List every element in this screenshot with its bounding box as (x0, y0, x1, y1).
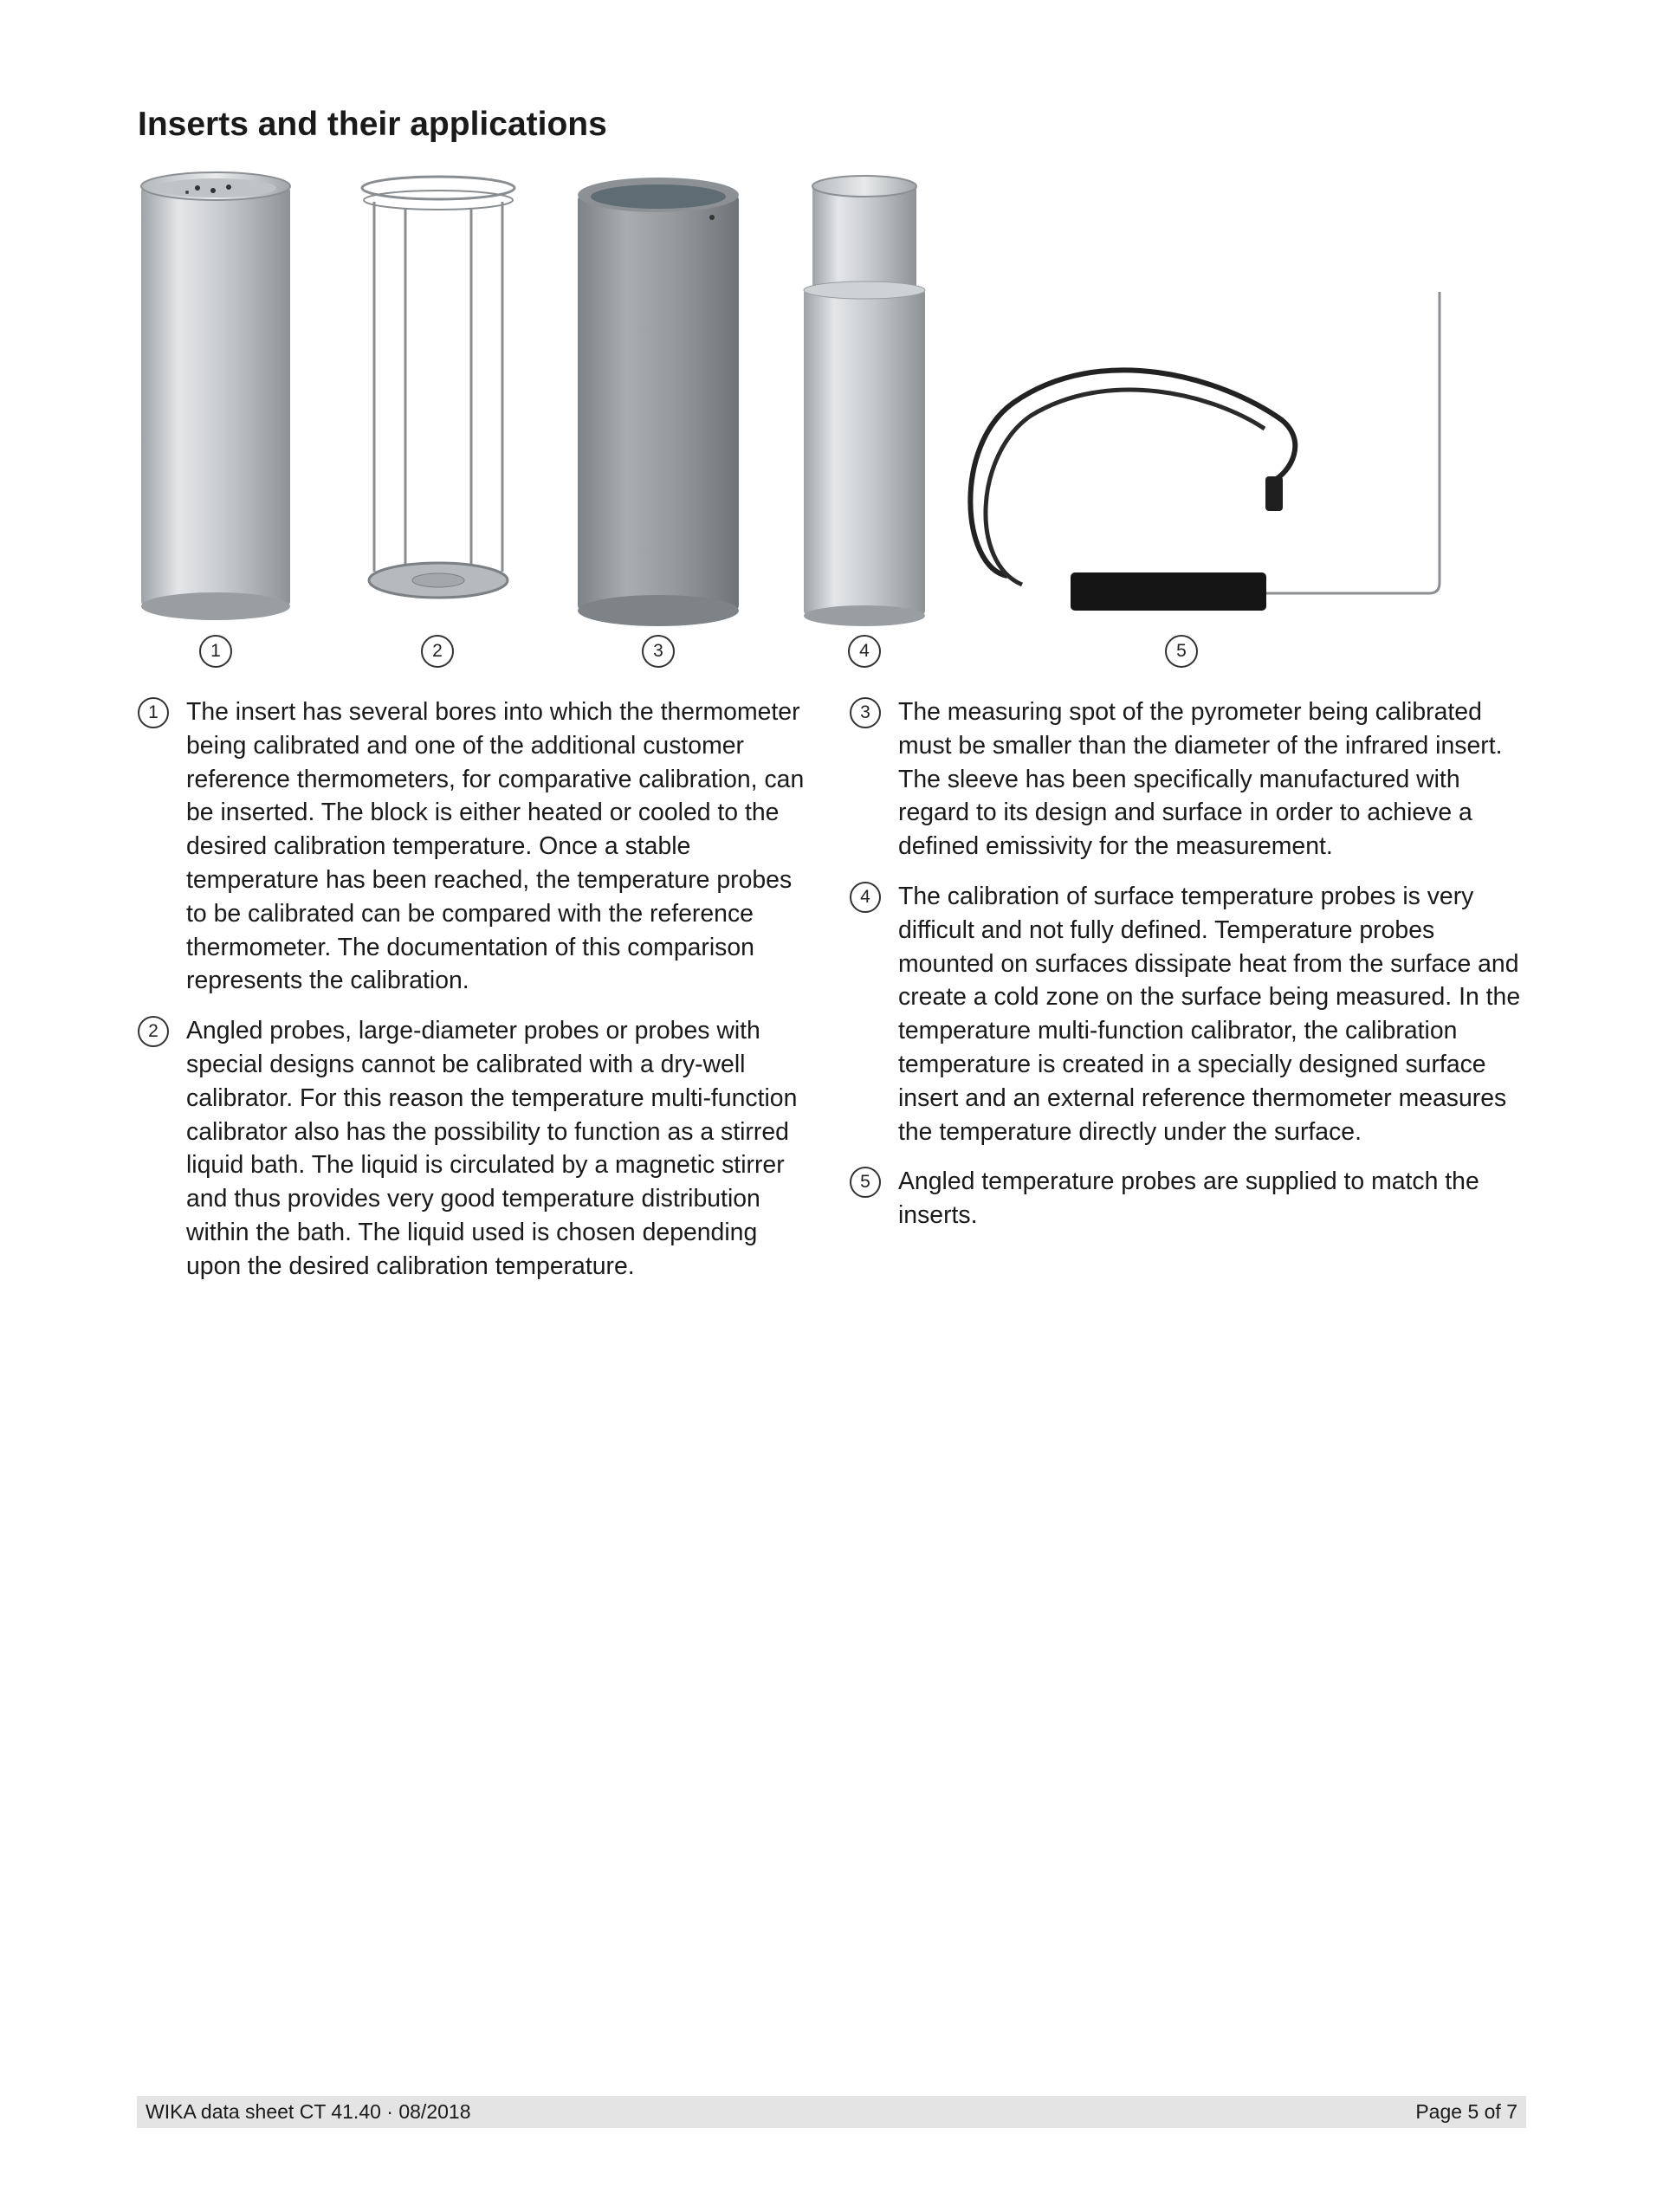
insert-3-sleeve (578, 178, 739, 626)
page-footer (137, 2096, 1526, 2128)
insert-5-probe (970, 292, 1440, 611)
right-column (850, 695, 1534, 1249)
item-text: Angled temperature probes are supplied to match the inserts. (898, 1167, 1479, 1230)
list-item (850, 695, 1534, 863)
list-item (138, 1014, 813, 1283)
insert-4-surface (804, 176, 925, 626)
callout-4: 4 (848, 635, 881, 668)
item-number: 1 (138, 697, 169, 728)
inserts-illustration (130, 169, 1464, 671)
footer-doc-id: WIKA data sheet CT 41.40 · 08/2018 (146, 2100, 471, 2123)
list-item (138, 695, 813, 998)
callout-1: 1 (199, 635, 232, 668)
insert-2-basket (362, 177, 514, 598)
left-column (138, 695, 813, 1300)
item-text: The calibration of surface temperature probes is very difficult and not fully defined. Temperature probes mounted on surfaces dissipate heat from the surface and create a cold zone on the surface being measured. In the temperature multi-function calibrator, the calibration temperature is created in a specially designed surface insert and an external reference thermometer measures the temperature directly under the surface. (898, 882, 1521, 1146)
callout-5: 5 (1165, 635, 1198, 668)
list-item (850, 1165, 1534, 1232)
item-number: 2 (138, 1016, 169, 1047)
insert-1-block (141, 172, 290, 620)
list-item (850, 880, 1534, 1148)
item-text: The measuring spot of the pyrometer being calibrated must be smaller than the diameter of the infrared insert. The sleeve has been specifically manufactured with regard to its design and surface in order to achieve a defined emissivity for the measurement. (898, 698, 1503, 861)
item-number: 3 (850, 697, 881, 728)
callout-3: 3 (642, 635, 675, 668)
footer-page-number: Page 5 of 7 (1415, 2100, 1517, 2123)
item-number: 5 (850, 1167, 881, 1198)
callout-2: 2 (421, 635, 454, 668)
item-text: The insert has several bores into which the thermometer being calibrated and one of the additional customer reference thermometers, for comparative calibration, can be inserted. The block is either heated or cooled to the desired calibration temperature. Once a stable temperature has been reached, the temperature probes to be calibrated can be compared with the reference thermometer. The documentation of this comparison represents the calibration. (186, 698, 805, 995)
item-text: Angled probes, large-diameter probes or probes with special designs cannot be calibrated with a dry-well calibrator. For this reason the temperature multi-function calibrator also has the possibility to function as a stirred liquid bath. The liquid is circulated by a magnetic stirrer and thus provides very good temperature distribution within the bath. The liquid used is chosen depending upon the desired calibration temperature. (186, 1017, 798, 1280)
inserts-figure (130, 169, 1464, 671)
item-number: 4 (850, 882, 881, 913)
page-title: Inserts and their applications (138, 106, 607, 143)
